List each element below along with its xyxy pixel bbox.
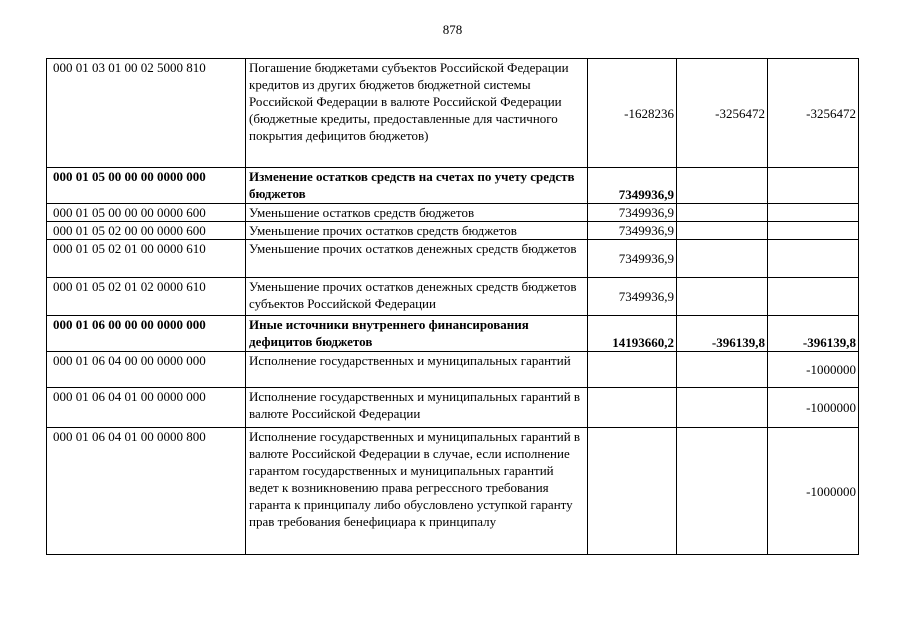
row-value-2: [677, 240, 768, 278]
row-code: 000 01 06 00 00 00 0000 000: [47, 316, 246, 352]
row-value-2: [677, 428, 768, 555]
row-code: 000 01 06 04 00 00 0000 000: [47, 352, 246, 388]
row-name: Уменьшение прочих остатков денежных средств бюджетов: [246, 240, 588, 278]
budget-sources-table: [46, 58, 859, 555]
row-name: Уменьшение остатков средств бюджетов: [246, 204, 588, 222]
page-number: 878: [442, 22, 463, 37]
row-value-3: [768, 204, 859, 222]
table-row: [47, 352, 859, 388]
row-value-3: [768, 240, 859, 278]
row-value-3: -1000000: [768, 428, 859, 555]
row-name: Изменение остатков средств на счетах по учету средств бюджетов: [246, 168, 588, 204]
row-value-2: [677, 222, 768, 240]
row-name: Погашение бюджетами субъектов Российской Федерации кредитов из других бюджетов бюджетной системы Российской Федерации в валюте Российской Федерации (бюджетные кредиты, предоставленные для частичного покрытия дефицитов бюджетов): [246, 59, 588, 168]
row-code: 000 01 03 01 00 02 5000 810: [47, 59, 246, 168]
row-value-1: [588, 428, 677, 555]
row-value-2: [677, 168, 768, 204]
row-value-2: [677, 388, 768, 428]
row-value-1: [588, 352, 677, 388]
table-row: [47, 278, 859, 316]
row-value-3: [768, 278, 859, 316]
row-value-3: -396139,8: [768, 316, 859, 352]
row-name: Иные источники внутреннего финансирования дефицитов бюджетов: [246, 316, 588, 352]
row-code: 000 01 05 00 00 00 0000 600: [47, 204, 246, 222]
row-code: 000 01 06 04 01 00 0000 000: [47, 388, 246, 428]
row-name: Уменьшение прочих остатков денежных средств бюджетов субъектов Российской Федерации: [246, 278, 588, 316]
row-name: Уменьшение прочих остатков средств бюджетов: [246, 222, 588, 240]
row-code: 000 01 05 00 00 00 0000 000: [47, 168, 246, 204]
row-value-2: -3256472: [677, 59, 768, 168]
row-value-3: -3256472: [768, 59, 859, 168]
row-value-1: 7349936,9: [588, 278, 677, 316]
table-row: [47, 388, 859, 428]
row-value-2: -396139,8: [677, 316, 768, 352]
table-row: [47, 59, 859, 168]
table-row: [47, 204, 859, 222]
row-value-1: 14193660,2: [588, 316, 677, 352]
row-code: 000 01 06 04 01 00 0000 800: [47, 428, 246, 555]
row-code: 000 01 05 02 01 02 0000 610: [47, 278, 246, 316]
row-value-1: -1628236: [588, 59, 677, 168]
row-name: Исполнение государственных и муниципальных гарантий в валюте Российской Федерации в случае, если исполнение гарантом государственных и муниципальных гарантий ведет к возникновению права регрессного требования гаранта к принципалу либо обусловлено уступкой гаранту прав требования бенефициара к принципалу: [246, 428, 588, 555]
row-value-2: [677, 352, 768, 388]
row-value-1: 7349936,9: [588, 168, 677, 204]
row-code: 000 01 05 02 01 00 0000 610: [47, 240, 246, 278]
row-value-1: 7349936,9: [588, 240, 677, 278]
table-row: [47, 168, 859, 204]
row-value-3: [768, 222, 859, 240]
row-code: 000 01 05 02 00 00 0000 600: [47, 222, 246, 240]
row-value-1: 7349936,9: [588, 204, 677, 222]
row-value-1: [588, 388, 677, 428]
row-value-3: -1000000: [768, 388, 859, 428]
table-row: [47, 316, 859, 352]
row-value-3: -1000000: [768, 352, 859, 388]
table-row: [47, 428, 859, 555]
table-row: [47, 222, 859, 240]
row-value-1: 7349936,9: [588, 222, 677, 240]
row-name: Исполнение государственных и муниципальных гарантий в валюте Российской Федерации: [246, 388, 588, 428]
row-value-2: [677, 278, 768, 316]
row-value-3: [768, 168, 859, 204]
table-row: [47, 240, 859, 278]
row-value-2: [677, 204, 768, 222]
row-name: Исполнение государственных и муниципальных гарантий: [246, 352, 588, 388]
